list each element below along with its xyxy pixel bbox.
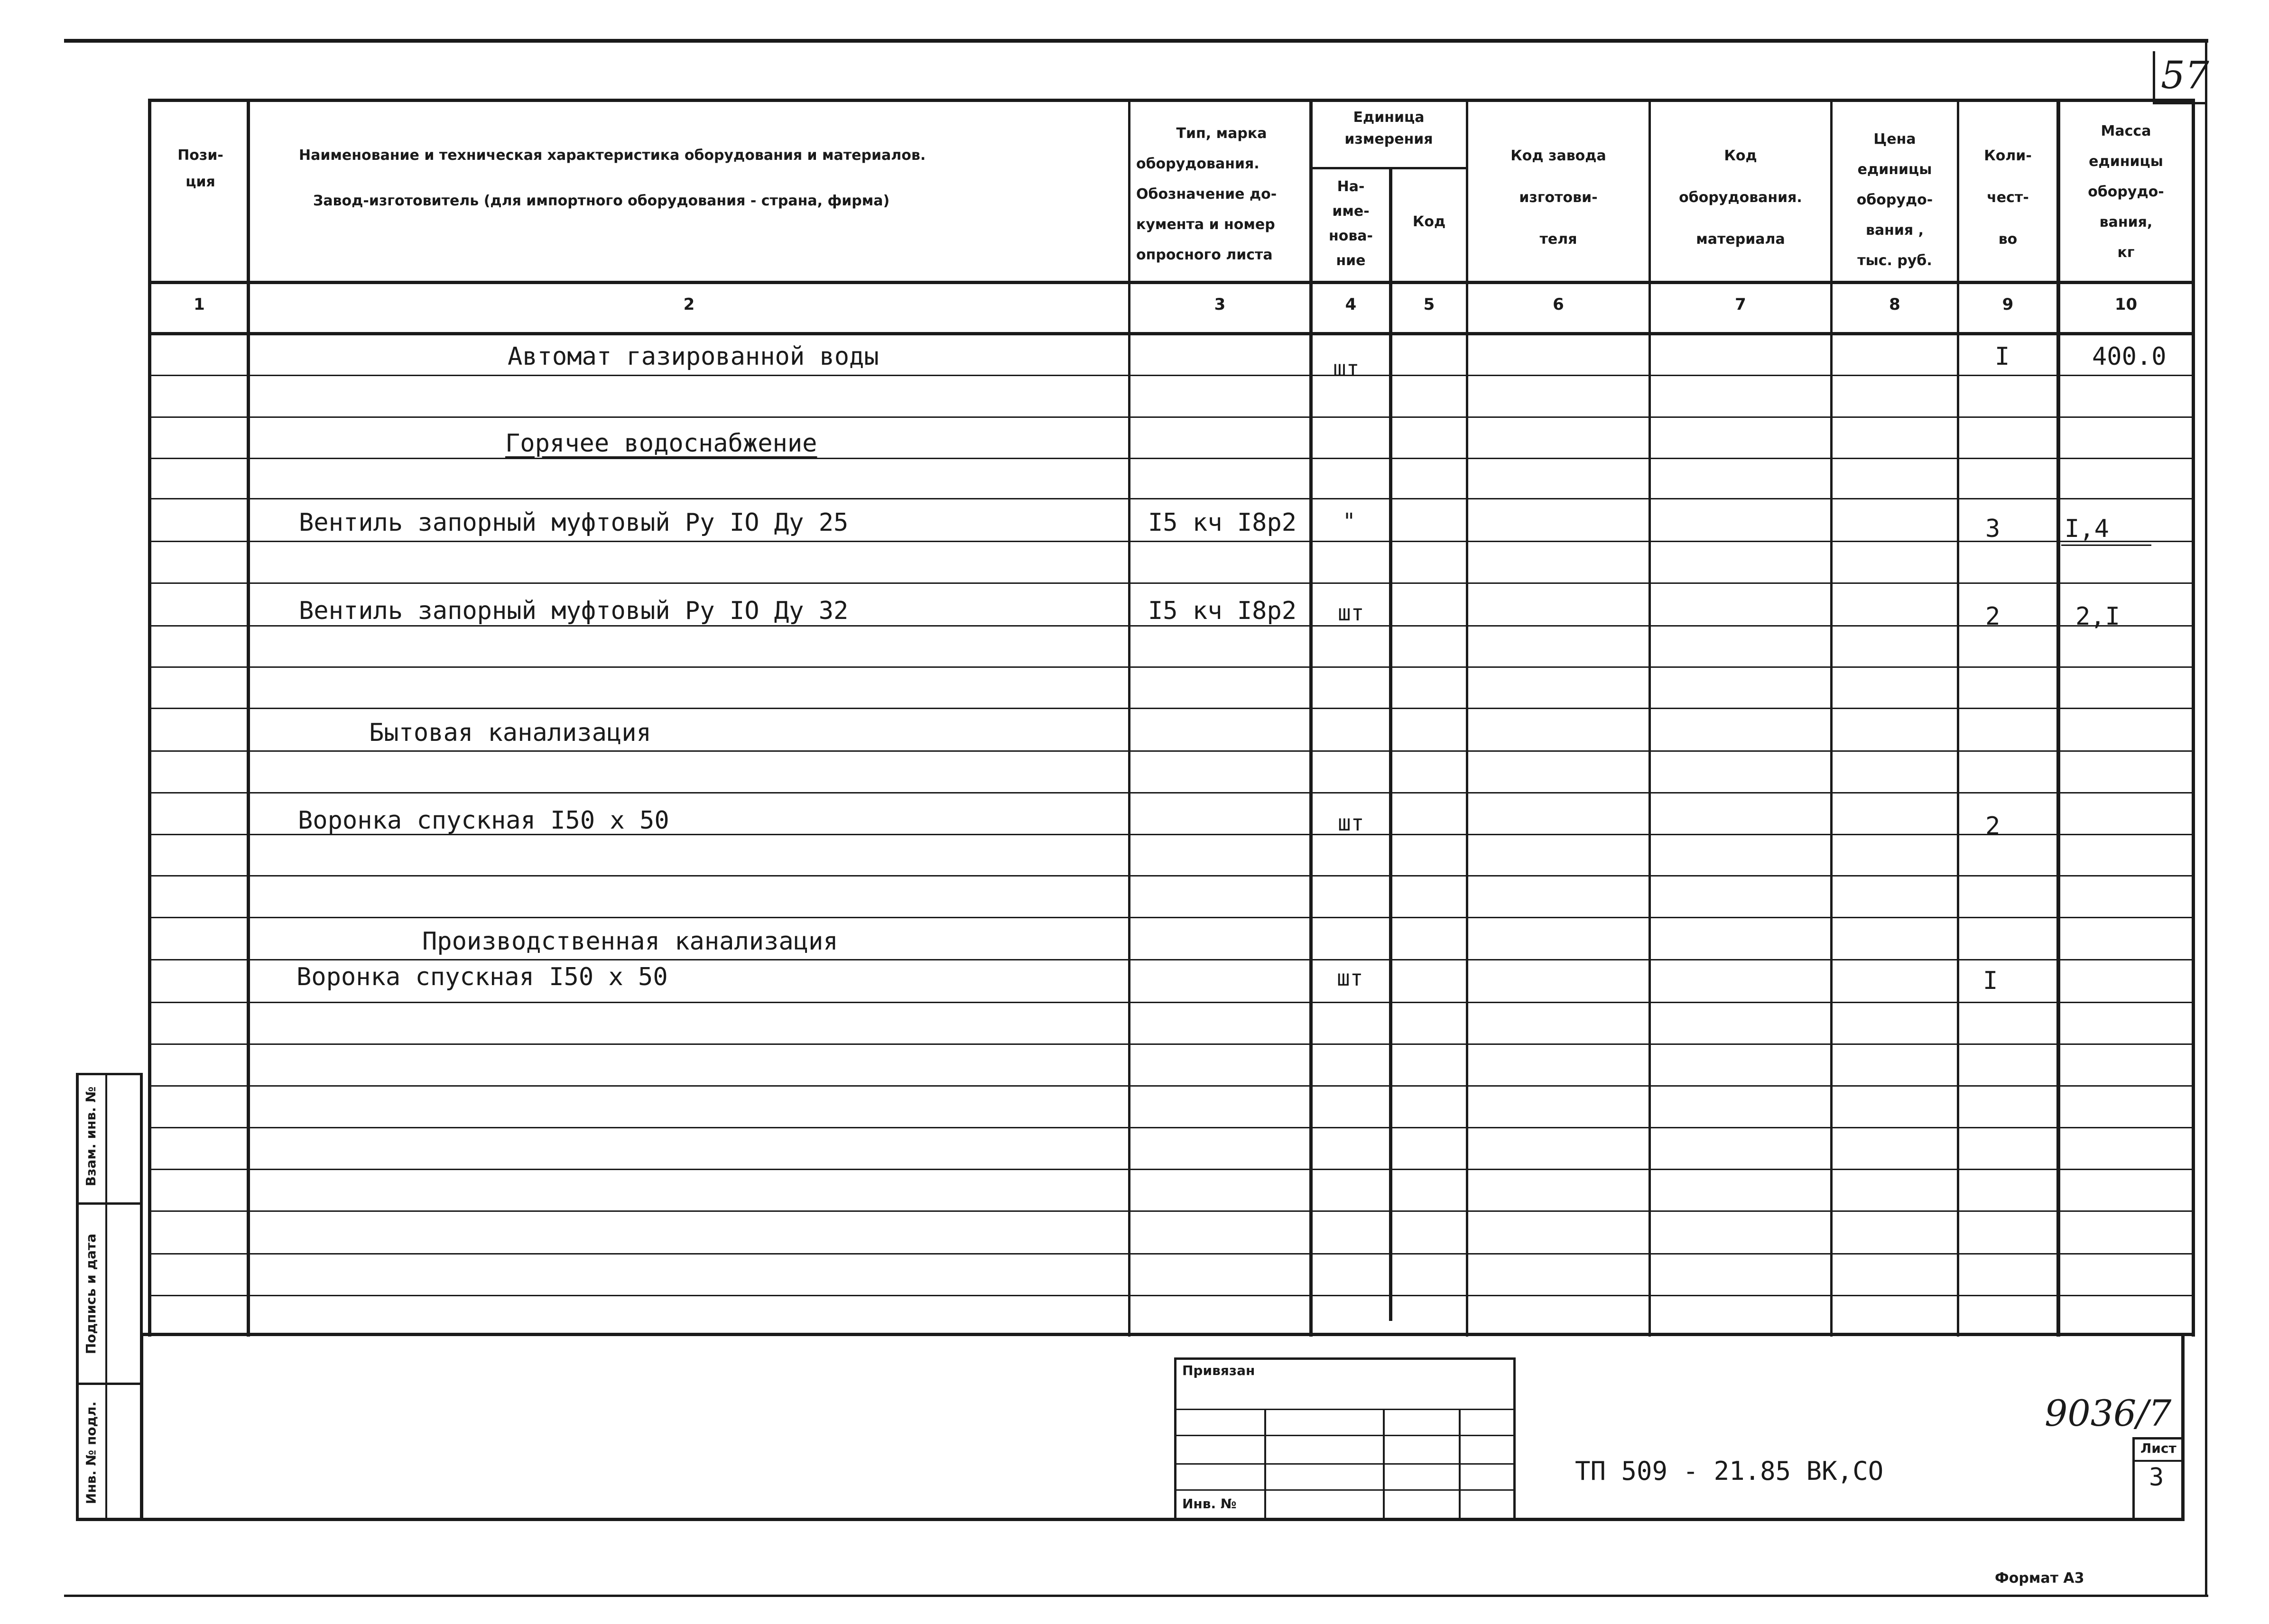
row-name: Воронка спускная I50 х 50: [298, 806, 669, 835]
sheet-number-box-left: [2153, 51, 2155, 103]
row-line: [148, 959, 2195, 960]
header-unit-title: [1312, 107, 1466, 150]
stamp-col-3: [1459, 1409, 1461, 1519]
column-number: 9: [2002, 295, 2014, 314]
header-col3-line: Обозначение до-: [1136, 186, 1277, 203]
row-qty: I: [1983, 967, 1998, 995]
col-divider-8: [1957, 99, 1959, 1337]
col-divider-9: [2056, 99, 2060, 1337]
header-col6-line: Код завода: [1510, 148, 1606, 164]
row-name: Вентиль запорный муфтовый Ру IO Ду 32: [299, 597, 849, 625]
header-col9-line: чест-: [1987, 189, 2029, 206]
row-line: [148, 1085, 2195, 1087]
row-mark: I5 кч I8р2: [1148, 597, 1297, 625]
header-col7: [1651, 135, 1830, 260]
row-line: [148, 582, 2195, 584]
row-mark: I5 кч I8р2: [1148, 508, 1297, 537]
unit-subheader-line: [1309, 167, 1468, 169]
header-col8-line: единицы: [1857, 161, 1932, 178]
stamp-row-1: [1174, 1409, 1516, 1410]
header-col2-line1: Наименование и техническая характеристика оборудования и материалов.: [299, 147, 926, 164]
sheet-label: Лист: [2140, 1440, 2176, 1456]
header-col1-line: Пози-: [177, 147, 223, 164]
table-top-border: [148, 99, 2195, 102]
colnum-bottom-line: [148, 332, 2195, 335]
row-unit: ": [1343, 508, 1356, 534]
header-col8-line: тыс. руб.: [1857, 252, 1932, 269]
header-col2-line2: Завод-изготовитель (для импортного оборудования - страна, фирма): [313, 193, 890, 209]
side-strip-sep-1: [76, 1202, 142, 1205]
header-col6-line: изготови-: [1519, 189, 1598, 206]
frame-right-edge: [2205, 39, 2207, 1597]
row-line: [148, 792, 2195, 794]
header-col3-line: опросного листа: [1136, 247, 1273, 263]
col-divider-7: [1830, 99, 1833, 1337]
side-label-inv-podl: Инв. № подл.: [83, 1401, 99, 1504]
col-divider-1: [247, 99, 250, 1337]
section-underline: [369, 750, 635, 752]
document-code: ТП 509 - 21.85 ВК,СО: [1575, 1456, 1884, 1486]
header-col4-line: нова-: [1328, 228, 1373, 244]
header-col4-line: На-: [1337, 178, 1365, 195]
table-right-border: [2192, 99, 2195, 1337]
column-number: 5: [1423, 295, 1435, 314]
header-col4-line: име-: [1332, 203, 1370, 220]
table-bottom-border: [140, 1333, 2194, 1336]
stamp-box-right: [1513, 1357, 1516, 1519]
column-number: 10: [2114, 295, 2138, 314]
row-line: [148, 1210, 2195, 1212]
header-bottom-line: [148, 281, 2195, 284]
row-unit: шт: [1337, 965, 1363, 991]
row-line: [148, 625, 2195, 627]
header-col8-line: Цена: [1873, 131, 1916, 148]
row-qty: 2: [1985, 812, 2000, 840]
row-line: [148, 458, 2195, 459]
header-col7-line: материала: [1696, 231, 1785, 248]
row-name: Воронка спускная I50 х 50: [296, 963, 668, 991]
row-line: [148, 1169, 2195, 1170]
row-name: Бытовая канализация: [369, 719, 651, 747]
row-name: Вентиль запорный муфтовый Ру IO Ду 25: [299, 508, 849, 537]
stamp-row-3: [1174, 1463, 1516, 1465]
header-col9-line: Коли-: [1984, 148, 2032, 164]
row-line: [148, 1253, 2195, 1255]
row-line: [148, 708, 2195, 709]
col-divider-2: [1128, 99, 1130, 1337]
stamp-col-1: [1264, 1409, 1266, 1519]
header-col6: [1468, 135, 1648, 260]
mass-underline: [2061, 544, 2151, 546]
row-qty: I: [1995, 342, 2010, 371]
title-block-right: [2181, 1333, 2185, 1520]
stamp-box-left: [1174, 1357, 1176, 1519]
title-block-bottom: [76, 1518, 2185, 1521]
column-number: 4: [1345, 295, 1357, 314]
col-divider-4: [1389, 168, 1392, 1321]
header-col5: Код: [1412, 213, 1446, 230]
side-strip-left: [76, 1073, 79, 1521]
row-line: [148, 541, 2195, 542]
column-number: 7: [1735, 295, 1746, 314]
header-col8: [1833, 124, 1957, 276]
header-col7-line: Код: [1724, 148, 1757, 164]
header-col10-line: кг: [2117, 244, 2135, 261]
stamp-inv-no: Инв. №: [1182, 1496, 1237, 1512]
row-line: [148, 917, 2195, 918]
sheet-number-top: 57: [2161, 53, 2209, 97]
header-unit-title-line: Единица: [1353, 109, 1425, 126]
row-line: [148, 375, 2195, 376]
header-col3: [1136, 119, 1307, 270]
row-name: Производственная канализация: [422, 927, 838, 956]
header-col8-line: вания ,: [1865, 222, 1924, 239]
top-edge-line: [64, 39, 2208, 43]
header-col1: [154, 142, 247, 195]
row-line: [148, 1002, 2195, 1003]
row-line: [148, 1043, 2195, 1045]
column-number: 8: [1889, 295, 1900, 314]
stamp-privyazan: Привязан: [1182, 1363, 1255, 1378]
header-col10-line: вания,: [2099, 214, 2153, 231]
col-divider-3: [1309, 99, 1313, 1337]
header-col9-line: во: [1998, 231, 2018, 248]
column-number: 3: [1214, 295, 1226, 314]
row-line: [148, 666, 2195, 668]
header-col10: [2060, 116, 2192, 268]
header-col7-line: оборудования.: [1679, 189, 1802, 206]
row-unit: шт: [1338, 600, 1364, 626]
header-col3-line: кумента и номер: [1136, 216, 1275, 233]
side-label-podpis: Подпись и дата: [83, 1233, 99, 1355]
side-strip-divider: [105, 1073, 107, 1521]
header-col4: [1312, 175, 1390, 273]
header-col1-line: ция: [185, 174, 215, 190]
column-number: 2: [683, 295, 695, 314]
row-unit: шт: [1333, 356, 1360, 381]
row-unit: шт: [1338, 810, 1364, 836]
header-col3-line: Тип, марка: [1176, 125, 1267, 142]
sheet-value: 3: [2149, 1463, 2164, 1492]
col-divider-5: [1466, 99, 1468, 1337]
table-left-border: [148, 99, 151, 1337]
column-number: 6: [1553, 295, 1564, 314]
header-col4-line: ние: [1336, 252, 1366, 269]
stamp-row-2: [1174, 1435, 1516, 1436]
header-col6-line: теля: [1539, 231, 1577, 248]
sheet-number-box-bottom: [2153, 102, 2205, 104]
col-divider-6: [1648, 99, 1651, 1337]
sheet-box-left: [2132, 1437, 2135, 1520]
row-line: [148, 498, 2195, 499]
header-col10-line: единицы: [2089, 153, 2163, 170]
side-label-vzam: Взам. инв. №: [83, 1086, 99, 1187]
header-col10-line: оборудо-: [2088, 184, 2164, 200]
row-name: Автомат газированной воды: [508, 342, 879, 371]
row-mass: I,4: [2065, 515, 2109, 543]
row-line: [148, 1127, 2195, 1128]
row-line: [148, 416, 2195, 418]
row-mass: 2,I: [2075, 602, 2120, 631]
title-block-left: [140, 1333, 143, 1520]
header-col8-line: оборудо-: [1856, 192, 1933, 208]
row-name: Горячее водоснабжение: [505, 429, 817, 458]
row-mass: 400.0: [2092, 342, 2167, 371]
header-col9: [1959, 135, 2056, 260]
row-qty: 2: [1985, 602, 2000, 631]
header-col2: [299, 142, 926, 214]
handwritten-number: 9036/7: [2045, 1392, 2172, 1434]
row-qty: 3: [1985, 515, 2000, 543]
row-line: [148, 875, 2195, 877]
side-strip-sep-2: [76, 1383, 142, 1385]
header-unit-title-line: измерения: [1344, 131, 1433, 148]
bottom-edge-line: [64, 1595, 2208, 1597]
stamp-col-2: [1383, 1409, 1385, 1519]
row-line: [148, 1295, 2195, 1296]
header-col10-line: Масса: [2101, 123, 2151, 139]
format-label: Формат А3: [1995, 1570, 2084, 1587]
column-number: 1: [194, 295, 205, 314]
header-col3-line: оборудования.: [1136, 156, 1260, 172]
